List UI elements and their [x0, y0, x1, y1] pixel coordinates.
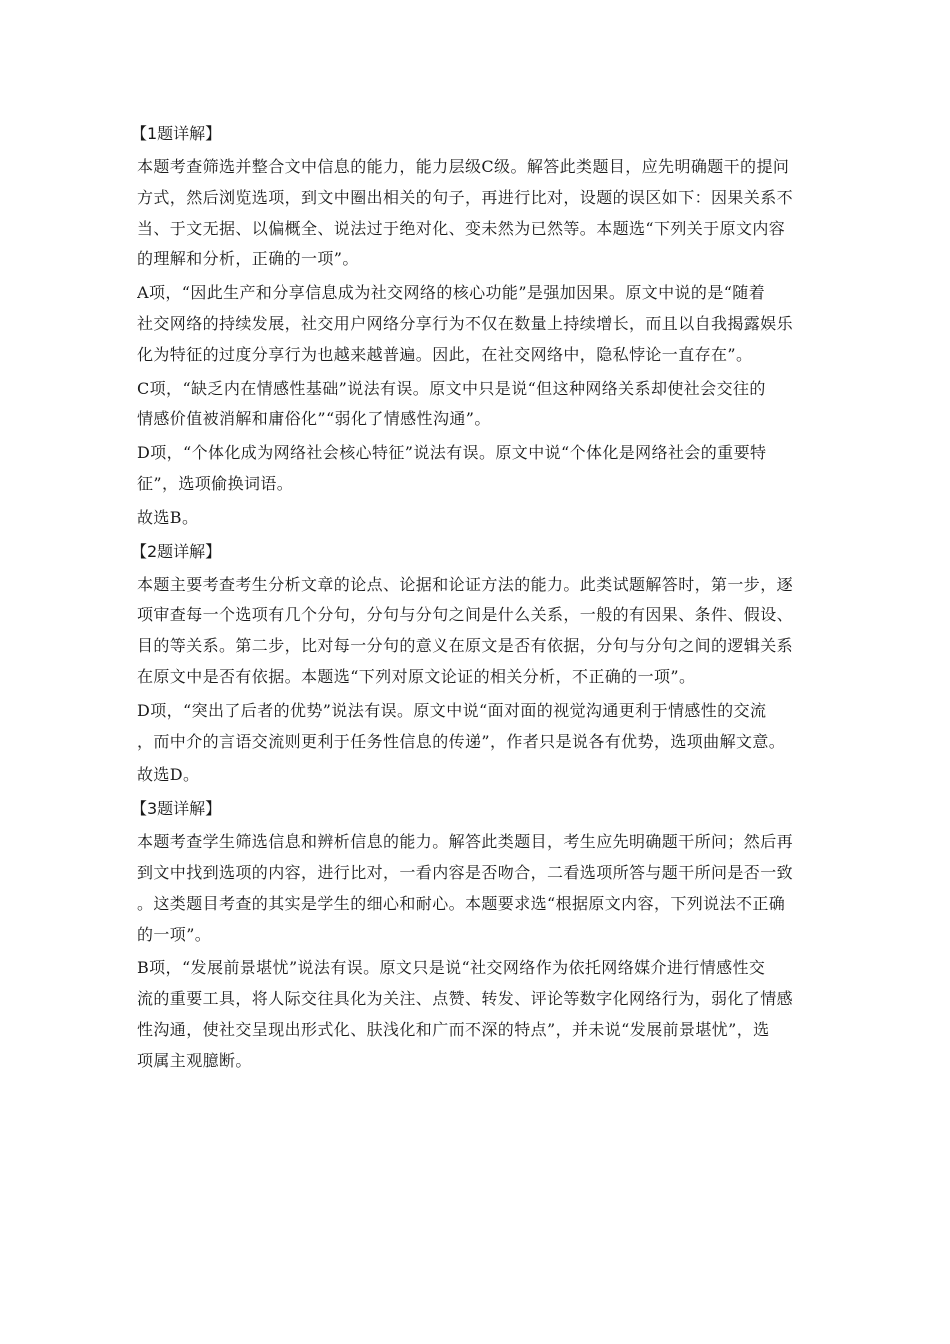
text-line: 方式，然后浏览选项，到文中圈出相关的句子，再进行比对，设题的误区如下：因果关系不 [137, 187, 794, 207]
paragraph [137, 374, 809, 436]
text-line: 情感价值被消解和庸俗化”“弱化了情感性沟通”。 [137, 409, 491, 429]
text-line: 项属主观臆断。 [137, 1050, 252, 1070]
paragraph [137, 696, 809, 758]
text-line: D项，“突出了后者的优势”说法有误。原文中说“面对面的视觉沟通更利于情感性的交流 [137, 700, 767, 720]
answer-document [131, 119, 809, 1080]
text-line: 性沟通，使社交呈现出形式化、肤浅化和广而不深的特点”，并未说“发展前景堪忧”，选 [137, 1019, 770, 1039]
answer-line: 故选B。 [137, 507, 199, 527]
paragraph [137, 953, 809, 1076]
text-line: 到文中找到选项的内容，进行比对，一看内容是否吻合，二看选项所答与题干所问是否一致 [137, 862, 794, 882]
text-line: 社交网络的持续发展，社交用户网络分享行为不仅在数量上持续增长，而且以自我揭露娱乐 [137, 313, 794, 333]
text-line: B项，“发展前景堪忧”说法有误。原文只是说“社交网络作为依托网络媒介进行情感性交 [137, 958, 766, 978]
text-line: 。这类题目考查的其实是学生的细心和耐心。本题要求选“根据原文内容，下列说法不正确 [137, 893, 786, 913]
text-line: 本题主要考查考生分析文章的论点、论据和论证方法的能力。此类试题解答时，第一步，逐 [137, 574, 794, 594]
text-line: C项，“缺乏内在情感性基础”说法有误。原文中只是说“但这种网络关系却使社会交往的 [137, 378, 766, 398]
text-line: 当、于文无据、以偏概全、说法过于绝对化、变未然为已然等。本题选“下列关于原文内容 [137, 218, 786, 238]
text-line: 本题考查学生筛选信息和辨析信息的能力。解答此类题目，考生应先明确题干所问；然后再 [137, 832, 794, 852]
text-line: 的理解和分析，正确的一项”。 [137, 249, 359, 269]
text-line: 流的重要工具，将人际交往具化为关注、点赞、转发、评论等数字化网络行为，弱化了情感 [137, 989, 794, 1009]
text-line: 化为特征的过度分享行为也越来越普遍。因此，在社交网络中，隐私悖论一直存在”。 [137, 344, 753, 364]
paragraph [137, 503, 809, 534]
section-heading: 【3题详解】 [131, 799, 222, 819]
text-line: 本题考查筛选并整合文中信息的能力，能力层级C级。解答此类题目，应先明确题干的提问 [137, 157, 790, 176]
paragraph [137, 278, 809, 370]
text-line: 的一项”。 [137, 924, 212, 944]
section-heading: 【2题详解】 [131, 541, 222, 561]
text-line: A项，“因此生产和分享信息成为社交网络的核心功能”是强加因果。原文中说的是“随着 [137, 283, 766, 303]
section-q1 [131, 119, 809, 534]
paragraph [137, 760, 809, 791]
paragraph [137, 152, 809, 275]
text-line: ，而中介的言语交流则更利于任务性信息的传递”，作者只是说各有优势，选项曲解文意。 [137, 731, 786, 751]
text-line: D项，“个体化成为网络社会核心特征”说法有误。原文中说“个体化是网络社会的重要特 [137, 443, 767, 463]
section-q3 [131, 794, 809, 1076]
text-line: 项审查每一个选项有几个分句，分句与分句之间是什么关系，一般的有因果、条件、假设、 [137, 605, 794, 625]
text-line: 征”，选项偷换词语。 [137, 473, 294, 493]
text-line: 在原文中是否有依据。本题选“下列对原文论证的相关分析，不正确的一项”。 [137, 666, 696, 686]
paragraph [137, 827, 809, 950]
paragraph [137, 570, 809, 693]
section-q2 [131, 537, 809, 792]
answer-line: 故选D。 [137, 765, 200, 785]
paragraph [137, 438, 809, 500]
section-heading: 【1题详解】 [131, 124, 222, 143]
text-line: 目的等关系。第二步，比对每一分句的意义在原文是否有依据，分句与分句之间的逻辑关系 [137, 636, 794, 656]
